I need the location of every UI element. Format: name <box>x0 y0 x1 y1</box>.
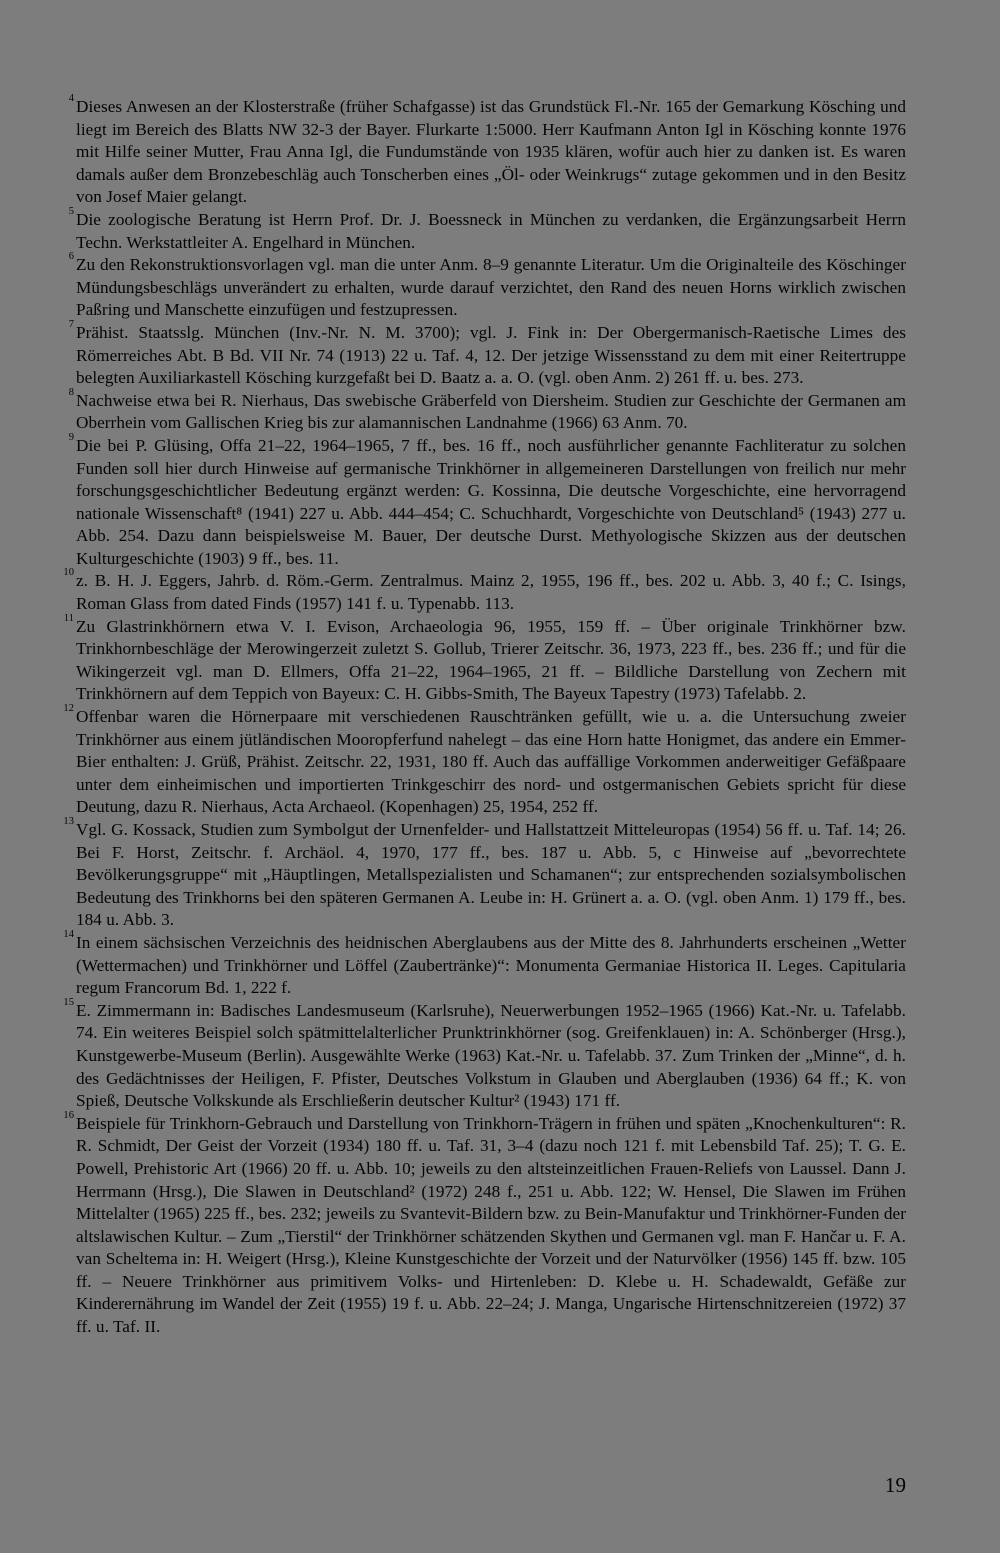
footnote-number: 4 <box>68 93 74 104</box>
footnotes-section <box>63 93 906 1339</box>
footnote-number: 14 <box>63 928 74 940</box>
footnote-number: 13 <box>63 816 74 827</box>
footnote-number: 11 <box>63 612 74 624</box>
footnote-text: Offenbar waren die Hörnerpaare mit verschiedenen Rauschtränken gefüllt, wie u. a. die Untersuchung zweier Trinkhörner aus einem jütländischen Mooropferfund nahelegt – das eine Horn hatte Honigmet, das andere ein Emmer-Bier enthalten: J. Grüß, Prähist. Zeitschr. 22, 1931, 180 ff. Auch das auffällige Vorkommen anderweitiger Gefäßpaare unter dem einheimischen und importierten Trinkgeschirr des nord- und ostgermanischen Gebiets spricht für diese Deutung, dazu R. Nierhaus, Acta Archaeol. (Kopenhagen) 25, 1954, 252 ff. <box>76 707 906 817</box>
footnote <box>63 996 906 1113</box>
footnote <box>68 431 906 571</box>
footnote-number: 12 <box>63 703 74 715</box>
footnote-text: Vgl. G. Kossack, Studien zum Symbolgut der Urnenfelder- und Hallstattzeit Mitteleuropas (1954) 56 ff. u. Taf. 14; 26. Bei F. Horst, Zeitschr. f. Archäol. 4, 1970, 177 ff., bes. 187 u. Abb. 5, c Hinweise auf „bevorrechtete Bevölkerungsgruppe“ mit „Häuptlingen, Metallspezialisten und Schamanen“; zur entsprechenden sozialsymbolischen Bedeutung des Trinkhorns bei den späteren Germanen A. Leube in: H. Grünert a. a. O. (vgl. oben Anm. 1) 179 ff., bes. 184 u. Abb. 3. <box>76 820 906 930</box>
footnote-text: Dieses Anwesen an der Klosterstraße (früher Schafgasse) ist das Grundstück Fl.-Nr. 165 der Gemarkung Kösching und liegt im Bereich des Blatts NW 32-3 der Bayer. Flurkarte 1:5000. Herr Kaufmann Anton Igl in Kösching konnte 1976 mit Hilfe seiner Mutter, Frau Anna Igl, die Fundumstände von 1935 klären, wofür auch hier zu danken ist. Es waren damals außer dem Bronzebeschläg auch Tonscherben eines „Öl- oder Weinkrugs“ zutage gekommen und in den Besitz von Josef Maier gelangt. <box>76 97 906 207</box>
footnote <box>63 612 906 706</box>
footnote-text: Zu den Rekonstruktionsvorlagen vgl. man die unter Anm. 8–9 genannte Literatur. Um die Originalteile des Köschinger Mündungsbeschlägs unverändert zu erhalten, wurde darauf verzichtet, den Rand des neuen Horns wirklich zwischen Paßring und Manschette einzufügen und festzupressen. <box>76 255 906 320</box>
footnote-text: E. Zimmermann in: Badisches Landesmuseum (Karlsruhe), Neuerwerbungen 1952–1965 (1966) Kat.-Nr. u. Tafelabb. 74. Ein weiteres Beispiel solch spätmittelalterlicher Prunktrinkhörner (sog. Greifenklauen) in: A. Schönberger (Hrsg.), Kunstgewerbe-Museum (Berlin). Ausgewählte Werke (1963) Kat.-Nr. u. Tafelabb. 37. Zum Trinken der „Minne“, d. h. des Gedächtnisses der Heiligen, F. Pfister, Deutsches Volkstum in Glauben und Aberglauben (1936) 64 ff.; K. von Spieß, Deutsche Volkskunde als Erschließerin deutscher Kultur² (1943) 171 ff. <box>76 1000 906 1111</box>
footnote <box>63 928 906 1000</box>
footnote <box>63 567 906 615</box>
footnote-number: 16 <box>63 1109 74 1121</box>
footnote <box>68 386 906 435</box>
footnote-text: Die bei P. Glüsing, Offa 21–22, 1964–1965, 7 ff., bes. 16 ff., noch ausführlicher genannte Fachliteratur zu solchen Funden soll hier durch Hinweise auf germanische Trinkhörner in allgemeineren Darstellungen von freilich nur mehr forschungsgeschichtlicher Bedeutung ergänzt werden: G. Kossinna, Die deutsche Vorgeschichte, eine hervorragend nationale Wissenschaft⁸ (1941) 227 u. Abb. 444–454; C. Schuchhardt, Vorgeschichte von Deutschland⁵ (1943) 277 u. Abb. 254. Dazu dann beispielsweise M. Bauer, Der deutsche Durst. Methyologische Skizzen aus der deutschen Kulturgeschichte (1903) 9 ff., bes. 11. <box>76 435 906 568</box>
page-number: 19 <box>884 1473 906 1497</box>
footnote-text: Zu Glastrinkhörnern etwa V. I. Evison, Archaeologia 96, 1955, 159 ff. – Über originale Trinkhörner bzw. Trinkhornbeschläge der Merowingerzeit zuletzt S. Gollub, Trierer Zeitschr. 36, 1973, 223 ff., bes. 236 ff.; und für die Wikingerzeit vgl. man D. Ellmers, Offa 21–22, 1964–1965, 21 ff. – Bildliche Darstellung von Zechern mit Trinkhörnern auf dem Teppich von Bayeux: C. H. Gibbs-Smith, The Bayeux Tapestry (1973) Tafelabb. 2. <box>76 616 906 704</box>
footnote-text: In einem sächsischen Verzeichnis des heidnischen Aberglaubens aus der Mitte des 8. Jahrhunderts erscheinen „Wetter (Wettermachen) und Trinkhörner und Löffel (Zaubertränke)“: Monumenta Germaniae Historica II. Leges. Capitularia regum Francorum Bd. 1, 222 f. <box>76 932 906 998</box>
footnote-text: Die zoologische Beratung ist Herrn Prof. Dr. J. Boessneck in München zu verdanken, die Ergänzungsarbeit Herrn Techn. Werkstattleiter A. Engelhard in München. <box>76 209 906 252</box>
footnote-number: 7 <box>68 318 74 330</box>
footnote-text: Nachweise etwa bei R. Nierhaus, Das swebische Gräberfeld von Diersheim. Studien zur Geschichte der Germanen am Oberrhein vom Gallischen Krieg bis zur alamannischen Landnahme (1966) 63 Anm. 70. <box>76 390 906 433</box>
footnote-number: 9 <box>68 431 74 443</box>
footnote <box>68 318 906 390</box>
footnote <box>68 93 906 209</box>
footnote <box>68 205 906 254</box>
footnote <box>68 251 906 322</box>
footnote-number: 15 <box>63 996 74 1008</box>
footnote-text: Beispiele für Trinkhorn-Gebrauch und Darstellung von Trinkhorn-Trägern in frühen und späten „Knochenkulturen“: R. R. Schmidt, Der Geist der Vorzeit (1934) 180 ff. u. Taf. 31, 3–4 (dazu noch 121 f. mit Lebensbild Taf. 25); T. G. E. Powell, Prehistoric Art (1966) 20 ff. u. Abb. 10; jeweils zu den altsteinzeitlichen Frauen-Reliefs von Laussel. Dann J. Herrmann (Hrsg.), Die Slawen in Deutschland² (1972) 248 f., 251 u. Abb. 122; W. Hensel, Die Slawen im Frühen Mittelalter (1965) 225 ff., bes. 232; jeweils zu Svantevit-Bildern bzw. zu Bein-Manufaktur und Trinkhörner-Funden der altslawischen Kultur. – Zum „Tierstil“ der Trinkhörner schätzenden Skythen und Germanen vgl. man F. Hančar u. F. A. van Scheltema in: H. Weigert (Hrsg.), Kleine Kunstgeschichte der Vorzeit und der Naturvölker (1956) 145 ff. bzw. 105 ff. – Neuere Trinkhörner aus primitivem Volks- und Hirtenleben: D. Klebe u. H. Schadewaldt, Gefäße zur Kinderernährung im Wandel der Zeit (1955) 19 f. u. Abb. 22–24; J. Manga, Ungarische Hirtenschnitzereien (1972) 37 ff. u. Taf. II. <box>76 1113 906 1337</box>
footnote-number: 5 <box>68 205 74 217</box>
footnote-number: 10 <box>63 567 74 579</box>
footnote-text: Prähist. Staatsslg. München (Inv.-Nr. N. M. 3700); vgl. J. Fink in: Der Obergermanisch-Raetische Limes des Römerreiches Abt. B Bd. VII Nr. 74 (1913) 22 u. Taf. 4, 12. Der jetzige Wissensstand zu dem mit einer Reitertruppe belegten Auxiliarkastell Kösching kurzgefaßt bei D. Baatz a. a. O. (vgl. oben Anm. 2) 261 ff. u. bes. 273. <box>76 322 906 388</box>
footnote-number: 8 <box>68 386 74 398</box>
footnote-text: z. B. H. J. Eggers, Jahrb. d. Röm.-Germ. Zentralmus. Mainz 2, 1955, 196 ff., bes. 202 u. Abb. 3, 40 f.; C. Isings, Roman Glass from dated Finds (1957) 141 f. u. Typenabb. 113. <box>76 571 906 614</box>
footnote-number: 6 <box>68 251 74 263</box>
footnote <box>63 703 906 819</box>
footnote <box>63 1109 906 1339</box>
footnote <box>63 816 906 932</box>
